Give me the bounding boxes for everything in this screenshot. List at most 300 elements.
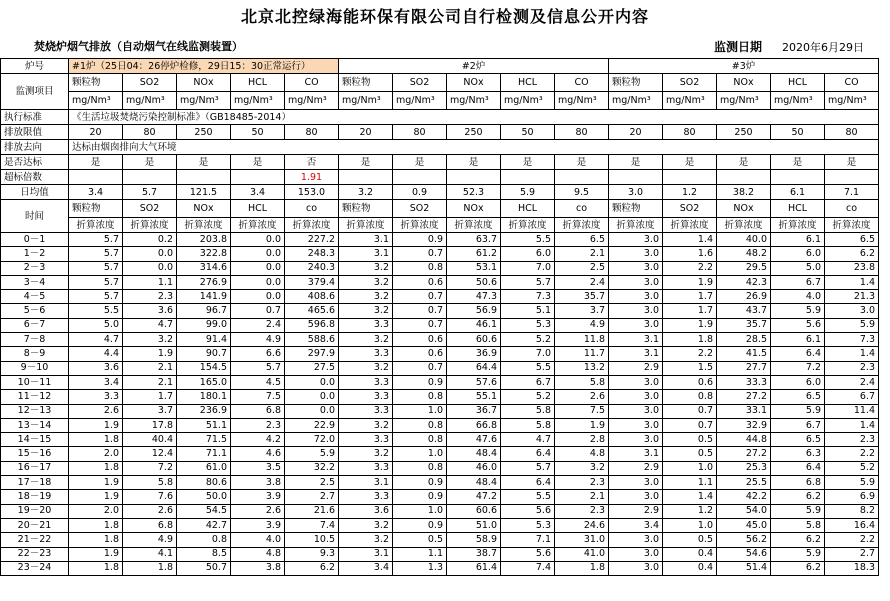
table-row bbox=[1, 361, 879, 375]
value-cell: 61.4 bbox=[447, 561, 501, 575]
value-cell: 10.5 bbox=[285, 533, 339, 547]
value-cell: 4.2 bbox=[231, 433, 285, 447]
value-cell: 71.1 bbox=[177, 447, 231, 461]
value-cell: 6.8 bbox=[123, 518, 177, 532]
value-cell: 6.5 bbox=[771, 433, 825, 447]
value-cell: 3.3 bbox=[69, 390, 123, 404]
unit-row bbox=[1, 92, 879, 110]
value-cell: 5.7 bbox=[69, 233, 123, 247]
value-cell: 54.6 bbox=[717, 547, 771, 561]
value-cell: 1.4 bbox=[825, 275, 879, 289]
standard-label: 执行标准 bbox=[1, 110, 69, 125]
subtitle-row bbox=[0, 34, 890, 58]
value-cell: 47.3 bbox=[447, 290, 501, 304]
value-cell: 1.4 bbox=[825, 347, 879, 361]
value-cell: 0.4 bbox=[663, 547, 717, 561]
pollutant-header: SO2 bbox=[123, 74, 177, 92]
value-cell: 33.1 bbox=[717, 404, 771, 418]
value-cell: 5.7 bbox=[69, 261, 123, 275]
time-cell: 19－20 bbox=[1, 504, 69, 518]
value-cell: 154.5 bbox=[177, 361, 231, 375]
daily-cell: 38.2 bbox=[717, 185, 771, 200]
value-cell: 0.5 bbox=[663, 533, 717, 547]
value-cell: 0.0 bbox=[123, 261, 177, 275]
value-cell: 6.4 bbox=[771, 347, 825, 361]
unit-cell: mg/Nm³ bbox=[609, 92, 663, 110]
value-cell: 5.7 bbox=[69, 290, 123, 304]
value-cell: 99.0 bbox=[177, 318, 231, 332]
value-cell: 1.7 bbox=[123, 390, 177, 404]
value-cell: 6.8 bbox=[231, 404, 285, 418]
value-cell: 3.2 bbox=[339, 304, 393, 318]
value-cell: 4.4 bbox=[69, 347, 123, 361]
value-cell: 3.3 bbox=[339, 390, 393, 404]
value-cell: 3.0 bbox=[609, 561, 663, 575]
value-cell: 2.7 bbox=[825, 547, 879, 561]
daily-cell: 3.4 bbox=[231, 185, 285, 200]
value-cell: 3.1 bbox=[609, 347, 663, 361]
value-cell: 0.8 bbox=[393, 461, 447, 475]
furnace-3-header: #3炉 bbox=[609, 59, 879, 74]
value-cell: 3.3 bbox=[339, 490, 393, 504]
value-cell: 5.7 bbox=[231, 361, 285, 375]
time-pollutant-header: SO2 bbox=[393, 200, 447, 218]
daily-cell: 1.2 bbox=[663, 185, 717, 200]
time-pollutant-header: co bbox=[285, 200, 339, 218]
value-cell: 6.5 bbox=[771, 390, 825, 404]
time-pollutant-header: co bbox=[555, 200, 609, 218]
value-cell: 3.0 bbox=[609, 476, 663, 490]
exceed-cell bbox=[501, 170, 555, 185]
value-cell: 5.5 bbox=[501, 361, 555, 375]
time-cell: 0－1 bbox=[1, 233, 69, 247]
value-cell: 2.1 bbox=[123, 361, 177, 375]
value-cell: 3.6 bbox=[69, 361, 123, 375]
value-cell: 236.9 bbox=[177, 404, 231, 418]
table-row bbox=[1, 233, 879, 247]
value-cell: 2.1 bbox=[555, 490, 609, 504]
value-cell: 0.7 bbox=[231, 304, 285, 318]
value-cell: 96.7 bbox=[177, 304, 231, 318]
value-cell: 0.0 bbox=[285, 375, 339, 389]
exceed-cell bbox=[447, 170, 501, 185]
value-cell: 0.7 bbox=[663, 404, 717, 418]
value-cell: 4.6 bbox=[231, 447, 285, 461]
value-cell: 240.3 bbox=[285, 261, 339, 275]
value-cell: 3.0 bbox=[609, 247, 663, 261]
unit-cell: mg/Nm³ bbox=[231, 92, 285, 110]
value-cell: 71.5 bbox=[177, 433, 231, 447]
value-cell: 0.9 bbox=[393, 490, 447, 504]
pollutant-header: 颗粒物 bbox=[69, 74, 123, 92]
value-cell: 5.6 bbox=[501, 504, 555, 518]
value-cell: 7.5 bbox=[555, 404, 609, 418]
value-cell: 1.0 bbox=[393, 504, 447, 518]
value-cell: 1.4 bbox=[825, 418, 879, 432]
unit-cell: mg/Nm³ bbox=[285, 92, 339, 110]
value-cell: 4.9 bbox=[231, 333, 285, 347]
value-cell: 44.8 bbox=[717, 433, 771, 447]
value-cell: 2.2 bbox=[825, 447, 879, 461]
compliance-row bbox=[1, 155, 879, 170]
daily-cell: 52.3 bbox=[447, 185, 501, 200]
value-cell: 3.0 bbox=[609, 233, 663, 247]
exceed-cell bbox=[825, 170, 879, 185]
value-cell: 1.9 bbox=[69, 490, 123, 504]
compliance-cell: 是 bbox=[825, 155, 879, 170]
value-cell: 5.7 bbox=[501, 461, 555, 475]
value-cell: 5.9 bbox=[285, 447, 339, 461]
value-cell: 297.9 bbox=[285, 347, 339, 361]
conc-header: 折算浓度 bbox=[177, 218, 231, 233]
time-pollutant-header: 颗粒物 bbox=[69, 200, 123, 218]
value-cell: 22.9 bbox=[285, 418, 339, 432]
limit-cell: 80 bbox=[825, 125, 879, 140]
daily-label: 日均值 bbox=[1, 185, 69, 200]
compliance-cell: 是 bbox=[771, 155, 825, 170]
time-header-row bbox=[1, 200, 879, 218]
pollutant-header: CO bbox=[825, 74, 879, 92]
exceed-cell: 1.91 bbox=[285, 170, 339, 185]
value-cell: 5.7 bbox=[69, 275, 123, 289]
value-cell: 3.0 bbox=[609, 390, 663, 404]
value-cell: 7.0 bbox=[501, 347, 555, 361]
value-cell: 3.1 bbox=[339, 247, 393, 261]
value-cell: 3.1 bbox=[339, 233, 393, 247]
value-cell: 41.0 bbox=[555, 547, 609, 561]
pollutant-header: HCL bbox=[501, 74, 555, 92]
value-cell: 408.6 bbox=[285, 290, 339, 304]
time-cell: 16－17 bbox=[1, 461, 69, 475]
exceed-cell bbox=[231, 170, 285, 185]
value-cell: 5.6 bbox=[771, 318, 825, 332]
value-cell: 5.3 bbox=[501, 318, 555, 332]
value-cell: 0.5 bbox=[393, 533, 447, 547]
value-cell: 4.1 bbox=[123, 547, 177, 561]
limit-cell: 80 bbox=[663, 125, 717, 140]
value-cell: 4.7 bbox=[501, 433, 555, 447]
value-cell: 0.0 bbox=[231, 290, 285, 304]
value-cell: 43.7 bbox=[717, 304, 771, 318]
pollutant-header: CO bbox=[285, 74, 339, 92]
value-cell: 2.3 bbox=[123, 290, 177, 304]
conc-header: 折算浓度 bbox=[609, 218, 663, 233]
limit-cell: 50 bbox=[231, 125, 285, 140]
value-cell: 3.2 bbox=[339, 361, 393, 375]
value-cell: 16.4 bbox=[825, 518, 879, 532]
exceed-cell bbox=[177, 170, 231, 185]
time-cell: 18－19 bbox=[1, 490, 69, 504]
value-cell: 47.6 bbox=[447, 433, 501, 447]
value-cell: 4.8 bbox=[555, 447, 609, 461]
conc-header: 折算浓度 bbox=[555, 218, 609, 233]
value-cell: 64.4 bbox=[447, 361, 501, 375]
value-cell: 5.0 bbox=[771, 261, 825, 275]
conc-header: 折算浓度 bbox=[285, 218, 339, 233]
value-cell: 80.6 bbox=[177, 476, 231, 490]
value-cell: 0.9 bbox=[393, 518, 447, 532]
compliance-cell: 是 bbox=[339, 155, 393, 170]
value-cell: 40.0 bbox=[717, 233, 771, 247]
value-cell: 0.0 bbox=[285, 404, 339, 418]
value-cell: 27.2 bbox=[717, 390, 771, 404]
value-cell: 3.1 bbox=[609, 447, 663, 461]
limit-cell: 50 bbox=[771, 125, 825, 140]
value-cell: 3.4 bbox=[69, 375, 123, 389]
value-cell: 42.2 bbox=[717, 490, 771, 504]
time-pollutant-header: NOx bbox=[717, 200, 771, 218]
limit-cell: 20 bbox=[609, 125, 663, 140]
value-cell: 3.0 bbox=[609, 318, 663, 332]
limit-cell: 20 bbox=[339, 125, 393, 140]
unit-cell: mg/Nm³ bbox=[393, 92, 447, 110]
value-cell: 36.9 bbox=[447, 347, 501, 361]
value-cell: 2.2 bbox=[825, 533, 879, 547]
date-label: 监测日期 bbox=[714, 40, 763, 54]
value-cell: 3.2 bbox=[339, 533, 393, 547]
furnace-1-header: #1炉（25日04：26停炉检修，29日15：30正常运行） bbox=[69, 59, 339, 74]
value-cell: 1.1 bbox=[393, 547, 447, 561]
value-cell: 6.0 bbox=[501, 247, 555, 261]
value-cell: 66.8 bbox=[447, 418, 501, 432]
value-cell: 0.6 bbox=[393, 275, 447, 289]
value-cell: 63.7 bbox=[447, 233, 501, 247]
value-cell: 0.5 bbox=[663, 433, 717, 447]
value-cell: 1.8 bbox=[69, 461, 123, 475]
value-cell: 3.2 bbox=[339, 333, 393, 347]
value-cell: 3.2 bbox=[339, 290, 393, 304]
value-cell: 3.2 bbox=[339, 261, 393, 275]
value-cell: 5.9 bbox=[771, 304, 825, 318]
furnace-label: 炉号 bbox=[1, 59, 69, 74]
value-cell: 2.1 bbox=[123, 375, 177, 389]
furnace-row bbox=[1, 59, 879, 74]
time-cell: 21－22 bbox=[1, 533, 69, 547]
time-pollutant-header: 颗粒物 bbox=[609, 200, 663, 218]
value-cell: 3.7 bbox=[555, 304, 609, 318]
value-cell: 46.1 bbox=[447, 318, 501, 332]
value-cell: 0.8 bbox=[663, 390, 717, 404]
value-cell: 1.7 bbox=[663, 304, 717, 318]
value-cell: 2.3 bbox=[825, 433, 879, 447]
value-cell: 1.0 bbox=[393, 447, 447, 461]
unit-cell: mg/Nm³ bbox=[717, 92, 771, 110]
value-cell: 6.4 bbox=[501, 447, 555, 461]
value-cell: 48.2 bbox=[717, 247, 771, 261]
time-cell: 6－7 bbox=[1, 318, 69, 332]
value-cell: 48.4 bbox=[447, 476, 501, 490]
value-cell: 314.6 bbox=[177, 261, 231, 275]
value-cell: 3.3 bbox=[339, 433, 393, 447]
value-cell: 3.0 bbox=[825, 304, 879, 318]
time-pollutant-header: NOx bbox=[447, 200, 501, 218]
value-cell: 46.0 bbox=[447, 461, 501, 475]
value-cell: 28.5 bbox=[717, 333, 771, 347]
value-cell: 3.3 bbox=[339, 375, 393, 389]
time-pollutant-header: SO2 bbox=[123, 200, 177, 218]
value-cell: 0.9 bbox=[393, 375, 447, 389]
value-cell: 72.0 bbox=[285, 433, 339, 447]
value-cell: 6.4 bbox=[771, 461, 825, 475]
unit-cell: mg/Nm³ bbox=[123, 92, 177, 110]
limit-cell: 250 bbox=[717, 125, 771, 140]
table-row bbox=[1, 561, 879, 575]
value-cell: 0.0 bbox=[231, 275, 285, 289]
value-cell: 5.9 bbox=[771, 504, 825, 518]
value-cell: 1.0 bbox=[663, 518, 717, 532]
time-pollutant-header: HCL bbox=[231, 200, 285, 218]
page-title: 北京北控绿海能环保有限公司自行检测及信息公开内容 bbox=[240, 7, 649, 26]
compliance-cell: 是 bbox=[555, 155, 609, 170]
value-cell: 3.5 bbox=[231, 461, 285, 475]
value-cell: 0.8 bbox=[177, 533, 231, 547]
unit-cell: mg/Nm³ bbox=[339, 92, 393, 110]
pollutant-header: NOx bbox=[717, 74, 771, 92]
value-cell: 5.9 bbox=[771, 404, 825, 418]
time-cell: 10－11 bbox=[1, 375, 69, 389]
standard-text: 《生活垃圾焚烧污染控制标准》（GB18485-2014） bbox=[69, 110, 879, 125]
value-cell: 0.8 bbox=[393, 261, 447, 275]
pollutant-header: SO2 bbox=[663, 74, 717, 92]
value-cell: 53.1 bbox=[447, 261, 501, 275]
table-row bbox=[1, 275, 879, 289]
time-pollutant-header: 颗粒物 bbox=[339, 200, 393, 218]
destination-text: 达标由烟囱排向大气环境 bbox=[69, 140, 879, 155]
value-cell: 2.1 bbox=[555, 247, 609, 261]
unit-cell: mg/Nm³ bbox=[447, 92, 501, 110]
pollutant-header: 颗粒物 bbox=[339, 74, 393, 92]
daily-cell: 7.1 bbox=[825, 185, 879, 200]
value-cell: 6.6 bbox=[231, 347, 285, 361]
time-cell: 1－2 bbox=[1, 247, 69, 261]
pollutant-header: NOx bbox=[447, 74, 501, 92]
value-cell: 6.5 bbox=[825, 233, 879, 247]
value-cell: 18.3 bbox=[825, 561, 879, 575]
conc-header: 折算浓度 bbox=[501, 218, 555, 233]
limit-cell: 80 bbox=[393, 125, 447, 140]
value-cell: 1.4 bbox=[663, 490, 717, 504]
conc-header: 折算浓度 bbox=[825, 218, 879, 233]
value-cell: 1.8 bbox=[123, 561, 177, 575]
time-pollutant-header: NOx bbox=[177, 200, 231, 218]
value-cell: 6.0 bbox=[771, 375, 825, 389]
value-cell: 4.5 bbox=[231, 375, 285, 389]
value-cell: 50.7 bbox=[177, 561, 231, 575]
value-cell: 0.8 bbox=[393, 433, 447, 447]
value-cell: 4.9 bbox=[123, 533, 177, 547]
value-cell: 6.1 bbox=[771, 333, 825, 347]
value-cell: 3.9 bbox=[231, 518, 285, 532]
daily-cell: 3.0 bbox=[609, 185, 663, 200]
value-cell: 51.0 bbox=[447, 518, 501, 532]
value-cell: 7.0 bbox=[501, 261, 555, 275]
value-cell: 5.9 bbox=[771, 547, 825, 561]
value-cell: 2.9 bbox=[609, 361, 663, 375]
value-cell: 2.8 bbox=[555, 433, 609, 447]
value-cell: 2.9 bbox=[609, 504, 663, 518]
unit-cell: mg/Nm³ bbox=[825, 92, 879, 110]
value-cell: 7.3 bbox=[501, 290, 555, 304]
table-row bbox=[1, 476, 879, 490]
table-row bbox=[1, 304, 879, 318]
time-cell: 22－23 bbox=[1, 547, 69, 561]
compliance-cell: 是 bbox=[69, 155, 123, 170]
value-cell: 3.3 bbox=[339, 461, 393, 475]
value-cell: 2.9 bbox=[609, 461, 663, 475]
value-cell: 588.6 bbox=[285, 333, 339, 347]
value-cell: 1.0 bbox=[663, 461, 717, 475]
destination-label: 排放去向 bbox=[1, 140, 69, 155]
conc-header: 折算浓度 bbox=[231, 218, 285, 233]
value-cell: 0.7 bbox=[393, 290, 447, 304]
value-cell: 180.1 bbox=[177, 390, 231, 404]
value-cell: 3.2 bbox=[339, 275, 393, 289]
value-cell: 1.8 bbox=[69, 518, 123, 532]
value-cell: 7.6 bbox=[123, 490, 177, 504]
value-cell: 1.9 bbox=[69, 547, 123, 561]
value-cell: 6.2 bbox=[771, 561, 825, 575]
value-cell: 3.8 bbox=[231, 561, 285, 575]
unit-cell: mg/Nm³ bbox=[771, 92, 825, 110]
value-cell: 2.2 bbox=[663, 261, 717, 275]
unit-cell: mg/Nm³ bbox=[501, 92, 555, 110]
time-cell: 4－5 bbox=[1, 290, 69, 304]
value-cell: 1.9 bbox=[663, 318, 717, 332]
furnace-2-header: #2炉 bbox=[339, 59, 609, 74]
value-cell: 7.3 bbox=[825, 333, 879, 347]
table-row bbox=[1, 261, 879, 275]
table-row bbox=[1, 290, 879, 304]
value-cell: 6.8 bbox=[771, 476, 825, 490]
value-cell: 276.9 bbox=[177, 275, 231, 289]
exceed-cell bbox=[771, 170, 825, 185]
time-label: 时间 bbox=[1, 200, 69, 233]
table-row bbox=[1, 333, 879, 347]
value-cell: 56.2 bbox=[717, 533, 771, 547]
destination-row bbox=[1, 140, 879, 155]
limit-cell: 20 bbox=[69, 125, 123, 140]
time-cell: 5－6 bbox=[1, 304, 69, 318]
value-cell: 3.0 bbox=[609, 547, 663, 561]
value-cell: 90.7 bbox=[177, 347, 231, 361]
time-cell: 11－12 bbox=[1, 390, 69, 404]
daily-cell: 9.5 bbox=[555, 185, 609, 200]
value-cell: 3.0 bbox=[609, 404, 663, 418]
value-cell: 13.2 bbox=[555, 361, 609, 375]
time-cell: 17－18 bbox=[1, 476, 69, 490]
value-cell: 1.9 bbox=[69, 418, 123, 432]
value-cell: 57.6 bbox=[447, 375, 501, 389]
conc-header: 折算浓度 bbox=[393, 218, 447, 233]
value-cell: 5.5 bbox=[501, 490, 555, 504]
exceed-cell bbox=[69, 170, 123, 185]
value-cell: 1.9 bbox=[69, 476, 123, 490]
value-cell: 29.5 bbox=[717, 261, 771, 275]
value-cell: 141.9 bbox=[177, 290, 231, 304]
value-cell: 40.4 bbox=[123, 433, 177, 447]
value-cell: 0.6 bbox=[663, 375, 717, 389]
value-cell: 1.9 bbox=[663, 275, 717, 289]
value-cell: 51.1 bbox=[177, 418, 231, 432]
table-row bbox=[1, 547, 879, 561]
value-cell: 23.8 bbox=[825, 261, 879, 275]
value-cell: 0.4 bbox=[663, 561, 717, 575]
value-cell: 5.3 bbox=[501, 518, 555, 532]
value-cell: 11.8 bbox=[555, 333, 609, 347]
value-cell: 3.0 bbox=[609, 261, 663, 275]
table-row bbox=[1, 533, 879, 547]
table-row bbox=[1, 490, 879, 504]
